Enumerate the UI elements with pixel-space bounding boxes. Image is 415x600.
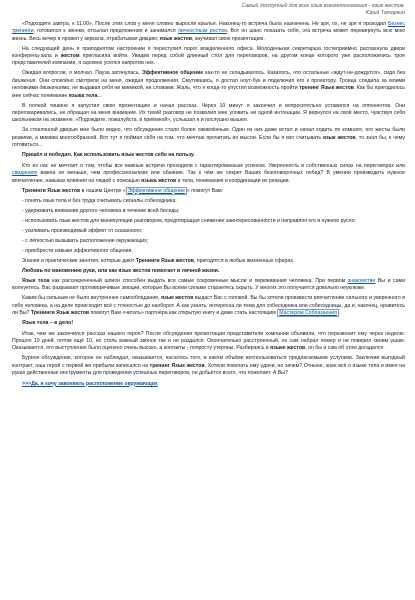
text: Вы и сами волнуетесь. Вас разрывают противоречивые эмоции, которые Вы всеми силами стараетесь скрыть. У многих это получается довольно неуклюже. (12, 277, 405, 292)
text: , заучивал свою презентацию. (192, 35, 265, 42)
link-business-trainings[interactable]: Бизнес тренинги (12, 20, 405, 35)
text: выдаст Вас с головой. Вы бы хотели произвести впечатление сильного и уверенного в себе человека, а на деле происходит всё с точностью до наоборот. А как узнать, интересна ли тема для собеседника или собеседницы, да и, наконец, нравитесь ли Вы? (12, 295, 405, 317)
text: На следующий день я приподнятом настроении я переступил порог вожделенного офиса. Молоденькая секретарша гостеприимно распахнула двери конференц-зала и (12, 45, 405, 60)
paragraph-9 (12, 278, 405, 293)
paragraph-2 (12, 46, 405, 68)
list-item: - удерживать внимание другого человека в течение всей беседы; (22, 207, 180, 214)
text: Кто из нас не мечтает о том, чтобы все важные встречи проходили с гарантированным успехом. Уверенность в собственных силах на переговорах или (22, 162, 405, 169)
text: , не выдавая себя ни мимикой, ни словами. Жаль, что я когда-то упустил возможность пройти (69, 85, 300, 92)
text: пригласила войти. Увидев перед собой длинный стол для переговоров, на другом конце которого уже расположились трое представителей компании, я скромно уселся напротив них. (12, 53, 405, 67)
link-dates[interactable]: свиданиях (12, 170, 38, 177)
text: Ожидая вопросов, я молчал. Пауза затянулась. (22, 70, 142, 77)
text: . Как бы пригодилось мне сейчас понимание (12, 85, 405, 99)
section-heading: Пришёл и победил. Как использовать язык жестов себе на пользу. (22, 152, 195, 159)
paragraph-4: В полной тишине я запустил свою презентацию и начал рассказ. Через 10 минут я закончил и вопросительно уставился на оппонентов. Они переговаривались, не обращая на меня внимание. Их тихий разговор не позволил мне уловить ни одной интонации. Я вернулся на своё место, чувствуя себя школьником на экзамене. «Подождите, пожалуйста, в приёмной», услышал я и послушно вышел. (12, 102, 405, 124)
list-item: - усиливать производимый эффект от сказанного; (22, 227, 143, 234)
text: Бурное обсуждение, которое он наблюдал, оказывается, касалось того, в каком объёме воспользоваться предлагаемыми услугами. Заключив выгодный контракт, наш герой с первой же прибыли записался на (12, 355, 405, 369)
paragraph-3 (12, 70, 405, 100)
emphasis: языка тела (68, 92, 98, 99)
text: За стеклянной дверью мне было видно, что обсуждение стало более оживлённым. Один из них даже встал и начал ходить по комнате, его жесты были резкими, а мимика многообразной. Вот тут я поймал себя на том, что мечтаю прочитать их мысли. Если бы я мог считывать (12, 127, 405, 141)
text: Каким бы сильным не было внутреннее самообладание, (22, 295, 162, 302)
emphasis: язык жестов (322, 134, 356, 141)
emphasis: языка жестов (141, 177, 177, 184)
text: . Хотели помогать ему удачи, но зачем? Отныне, зная всё о языке тела и имея на руках действенные инструменты для проведения успешных переговоров, он добьётся всего, что пожелает. А Вы? (12, 362, 405, 377)
emphasis: Язык тела (22, 277, 50, 284)
text: , готовился к звонки, отсылал предложения и занимался (33, 28, 178, 35)
text: и тела, пониманию и координации их реакции. (176, 177, 290, 184)
paragraph-10 (12, 295, 405, 317)
epigraph: Самый доступный для всех язык взаимопонимания - язык жестов. (241, 3, 405, 9)
cta-link[interactable]: >>>Да, я хочу завоевать расположение окружающих (22, 380, 158, 387)
emphasis: Эффективное общение (142, 70, 204, 77)
link-acquaintance[interactable]: знакомстве (347, 277, 376, 284)
emphasis: язык жестов (161, 295, 194, 302)
link-effective-communication[interactable]: Эффективное общение (127, 187, 185, 194)
text: » помогут Вам: (186, 187, 224, 194)
text: Знания и практические занятия, которые дают (22, 257, 136, 264)
paragraph-6 (12, 163, 405, 185)
text: как-то не складывалось. Казалось, что остальные «ждут-не-дождутся», сидя без (203, 70, 405, 77)
list-item: - приобрести навыки эффективного общения. (22, 247, 133, 254)
text: . (338, 310, 341, 317)
emphasis: Тренинги Язык жестов (135, 257, 194, 264)
paragraph-1 (12, 21, 405, 43)
emphasis: движениями (39, 85, 70, 92)
text: Итак, чем же закончился рассказ нашего героя? После обсуждения презентации представители компании объявили, что перезвонит ему через неделю. Прошло 10 дней, потом ещё 10, но столь важный звонок так и не раздался. Окончательно расстроенный, он сам набрал номер и не поверил своим ушам. Оказывается, его выступление было оценено очень высоко, а контакты - попросту утеряны. Разбираясь в (12, 330, 405, 352)
text: важна не меньше, чем профессионализм или обаяние. Так к чём же секрет Ваших безоговорочных побед? В умении производить нужное впечатление, навыках влияния на людей с помощью (12, 170, 405, 184)
link-seduction-master[interactable]: Мастером Соблазнения (279, 310, 337, 317)
text: . Они спокойно смотрели на меня, ожидая продолжения. Смутившись, я достал ноут-бук и подключил его к проектору. Троица следила за моими неловкими (12, 77, 405, 92)
text: ... (97, 92, 102, 99)
list-item: - использовать язык жестов для манипуляции разговором, предотвращая снижение заинтересованности и направляя его в нужное русло; (22, 217, 356, 224)
text: помогут Вам «читать» партнёра как открытую книгу и даже стать настоящим (89, 310, 278, 317)
paragraph-8 (12, 258, 405, 265)
section-heading: Любовь по мановению руки, или как язык жестов помогает в личной жизни. (22, 267, 220, 274)
epigraph-author: Юрий Татаркин (365, 10, 405, 17)
emphasis: Тренинги Язык жестов (22, 187, 81, 194)
emphasis: тренинг Язык жестов (299, 85, 354, 92)
emphasis: Тренинги Язык жестов (30, 310, 90, 317)
link-personal-growth[interactable]: личностным ростом (177, 28, 227, 35)
paragraph-12 (12, 355, 405, 377)
text: в нашем Центре « (80, 187, 126, 194)
emphasis: язык жестов (159, 35, 193, 42)
text: как рассекреченный шпион способен выдать все самые сокровенные мысли и переживания человека. При первом (49, 277, 348, 284)
emphasis: языке жестов (270, 345, 306, 352)
text: , он бы и сам об этом догадался. (305, 345, 385, 352)
text: . Вот он шанс показать себя, эта встреча может перевернуть всю мою жизнь. Весь вечер я провел у зеркала, отрабатывая дикцию, (12, 28, 405, 42)
paragraph-5 (12, 127, 405, 149)
text: , пригодятся в любых жизненных сферах. (193, 257, 295, 264)
text: , то знал бы, к чему готовиться... (12, 134, 405, 149)
list-item: - с лёгкостью вызывать расположение окружающих; (22, 237, 149, 244)
paragraph-11 (12, 331, 405, 353)
text: «Подходите завтра, к 11.00». После этих слов у меня словно выросли крылья. Наконец-то встреча была назначена. Не зря, ох, не зря я проходил (22, 20, 388, 27)
emphasis: жестом (60, 53, 80, 60)
paragraph-7 (12, 188, 405, 195)
list-item: - понять язык тела и без труда считывать сигналы собеседника; (22, 197, 177, 204)
emphasis: движения (12, 77, 36, 84)
emphasis: тренинг Язык жестов (149, 362, 205, 369)
section-heading: Язык тела – в дело! (22, 320, 74, 327)
